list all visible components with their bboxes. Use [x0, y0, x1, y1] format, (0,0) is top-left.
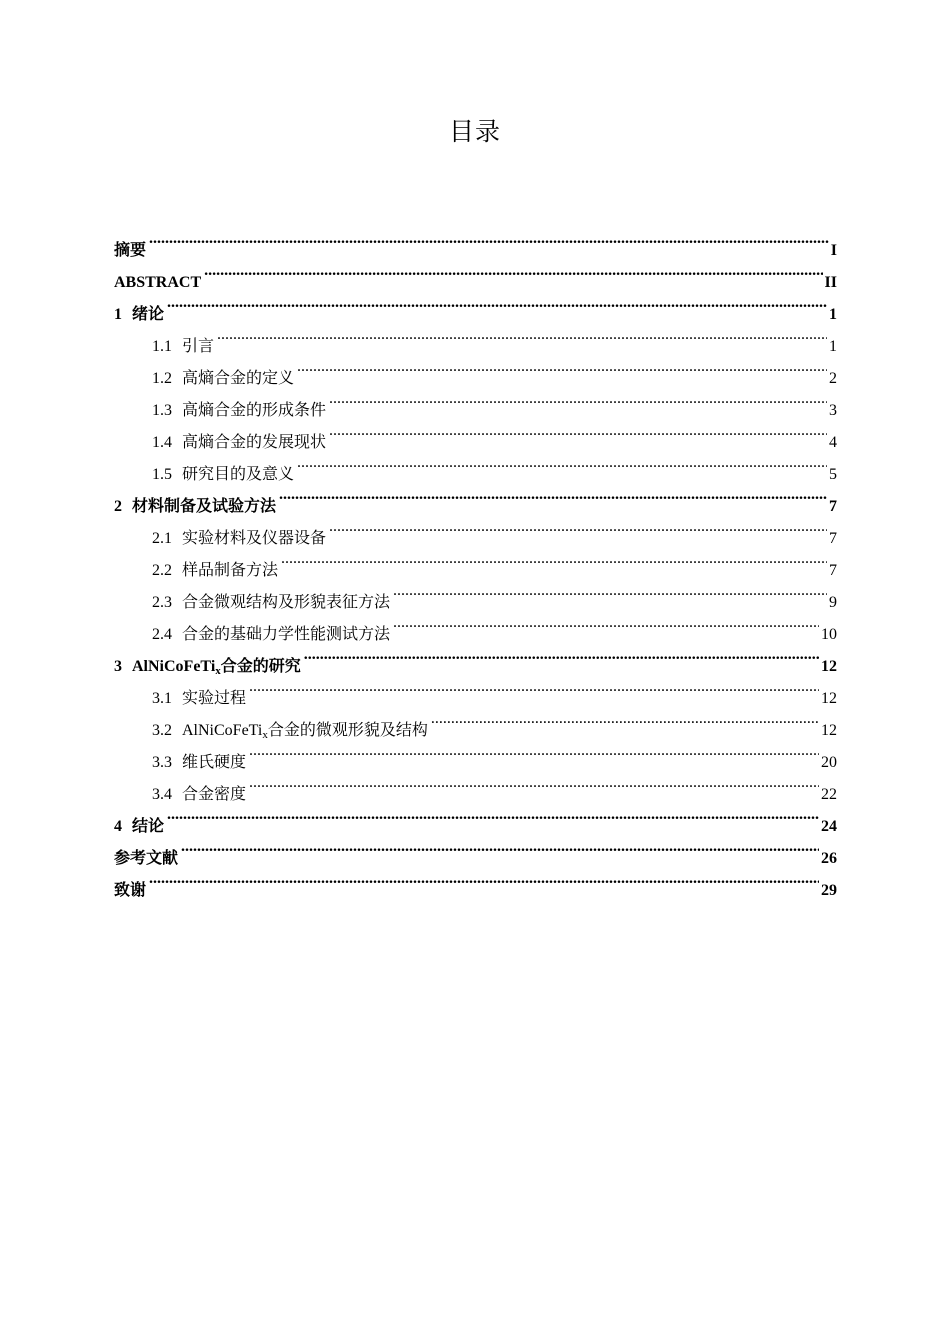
dot-leader: [393, 607, 819, 639]
dot-leader: [393, 575, 827, 607]
toc-entry-title: [182, 331, 214, 363]
dot-leader: [297, 351, 827, 383]
toc-entry-page-number: 3: [829, 402, 837, 419]
toc-entry-number: 3.2: [152, 722, 172, 739]
toc-entry-title-text: 引言: [182, 338, 215, 355]
toc-entry-page-number: 22: [821, 786, 837, 803]
dot-leader: [279, 479, 827, 511]
toc-entry-title: [182, 555, 278, 587]
dot-leader: [329, 511, 827, 543]
toc-entry-page-number: I: [830, 242, 837, 259]
dot-leader: [304, 639, 819, 671]
toc-entry-page-number: 5: [829, 466, 837, 483]
toc-entry-title-text: 合金的基础力学性能测试方法: [182, 626, 391, 643]
dot-leader: [167, 799, 819, 831]
dot-leader: [181, 831, 819, 863]
toc-entry-title-suffix: 合金的微观形貌及结构: [267, 722, 428, 739]
toc-entry-title-text: ABSTRACT: [114, 274, 202, 291]
toc-entry-title: [182, 747, 246, 779]
dot-leader: [149, 863, 819, 895]
toc-entry[interactable]: [114, 319, 837, 355]
toc-entry-number: 3.3: [152, 754, 172, 771]
toc-entry-title-text: 维氏硬度: [182, 754, 247, 771]
dot-leader: [249, 735, 819, 767]
toc-entry-title-text: 致谢: [114, 882, 147, 899]
dot-leader: [297, 447, 827, 479]
toc-entry-number: 3: [114, 658, 122, 675]
toc-entry-title-text: AlNiCoFeTi: [132, 658, 216, 675]
toc-entry-page-number: 12: [821, 658, 837, 675]
toc-entry[interactable]: [114, 351, 837, 387]
toc-entry-number: 1.5: [152, 466, 172, 483]
dot-leader: [249, 671, 819, 703]
toc-entry-page-number: 10: [821, 626, 837, 643]
toc-entry-subscript: x: [262, 729, 268, 741]
toc-entry-number: 2.3: [152, 594, 172, 611]
toc-entry-page-number: II: [824, 274, 837, 291]
toc-entry-title: [182, 395, 326, 427]
toc-entry-title-text: 材料制备及试验方法: [132, 498, 277, 515]
dot-leader: [149, 223, 829, 255]
toc-entry-title-text: 参考文献: [114, 850, 179, 867]
toc-entry-title-text: AlNiCoFeTi: [182, 722, 263, 739]
toc-entry[interactable]: [114, 255, 837, 291]
dot-leader: [217, 319, 827, 351]
toc-entry-title-suffix: 合金的研究: [220, 658, 301, 675]
toc-entry-number: 2.1: [152, 530, 172, 547]
toc-entry-page-number: 2: [829, 370, 837, 387]
toc-entry-title-text: 实验过程: [182, 690, 247, 707]
toc-entry[interactable]: [114, 831, 837, 867]
toc-entry[interactable]: [114, 799, 837, 835]
toc-entry-title-text: 绪论: [132, 306, 165, 323]
toc-entry-page-number: 7: [829, 530, 837, 547]
toc-entry-subscript: x: [215, 665, 221, 677]
toc-entry-title: [182, 587, 390, 619]
toc-entry-page-number: 29: [821, 882, 837, 899]
toc-entry-title-text: 合金密度: [182, 786, 247, 803]
toc-entry-title: [182, 683, 246, 715]
toc-entry-number: 3.4: [152, 786, 172, 803]
toc-entry-title: [114, 875, 146, 907]
toc-entry-page-number: 20: [821, 754, 837, 771]
toc-entry-page-number: 4: [829, 434, 837, 451]
toc-entry-title-text: 高熵合金的定义: [182, 370, 295, 387]
toc-entry-title-text: 研究目的及意义: [182, 466, 295, 483]
toc-entry-page-number: 12: [821, 722, 837, 739]
toc-entry-page-number: 24: [821, 818, 837, 835]
toc-entry-number: 2.2: [152, 562, 172, 579]
page-title: 目录: [448, 117, 501, 146]
toc-entry-title: [114, 235, 146, 267]
toc-entry-title-text: 结论: [132, 818, 165, 835]
toc-entry-number: 1.2: [152, 370, 172, 387]
dot-leader: [167, 287, 827, 319]
toc-entry-title: [132, 491, 276, 523]
toc-entry-number: 1.1: [152, 338, 172, 355]
toc-entry-number: 3.1: [152, 690, 172, 707]
table-of-contents: [114, 223, 837, 899]
toc-entry[interactable]: [114, 223, 837, 259]
dot-leader: [249, 767, 819, 799]
toc-entry-title-text: 高熵合金的形成条件: [182, 402, 327, 419]
toc-entry-title: [182, 459, 294, 491]
dot-leader: [281, 543, 827, 575]
toc-entry-title-text: 摘要: [114, 242, 147, 259]
toc-entry-title: [132, 811, 164, 843]
toc-entry[interactable]: [114, 287, 837, 323]
dot-leader: [204, 255, 822, 287]
toc-entry-number: 1.3: [152, 402, 172, 419]
toc-entry-number: 2.4: [152, 626, 172, 643]
toc-entry-number: 1: [114, 306, 122, 323]
toc-entry[interactable]: [114, 863, 837, 899]
toc-entry-page-number: 12: [821, 690, 837, 707]
toc-entry-title-text: 样品制备方法: [182, 562, 279, 579]
toc-entry-page-number: 1: [829, 338, 837, 355]
dot-leader: [329, 383, 827, 415]
dot-leader: [329, 415, 827, 447]
toc-entry-title-text: 高熵合金的发展现状: [182, 434, 327, 451]
toc-entry-title: [132, 299, 164, 331]
toc-entry-title-text: 合金微观结构及形貌表征方法: [182, 594, 391, 611]
toc-entry-page-number: 7: [829, 498, 837, 515]
toc-entry-page-number: 26: [821, 850, 837, 867]
toc-entry-title: [182, 363, 294, 395]
toc-entry-page-number: 9: [829, 594, 837, 611]
toc-entry-number: 4: [114, 818, 122, 835]
dot-leader: [431, 703, 819, 735]
toc-entry-title-text: 实验材料及仪器设备: [182, 530, 327, 547]
toc-entry-number: 2: [114, 498, 122, 515]
toc-entry-number: 1.4: [152, 434, 172, 451]
toc-entry-page-number: 1: [829, 306, 837, 323]
toc-entry-page-number: 7: [829, 562, 837, 579]
